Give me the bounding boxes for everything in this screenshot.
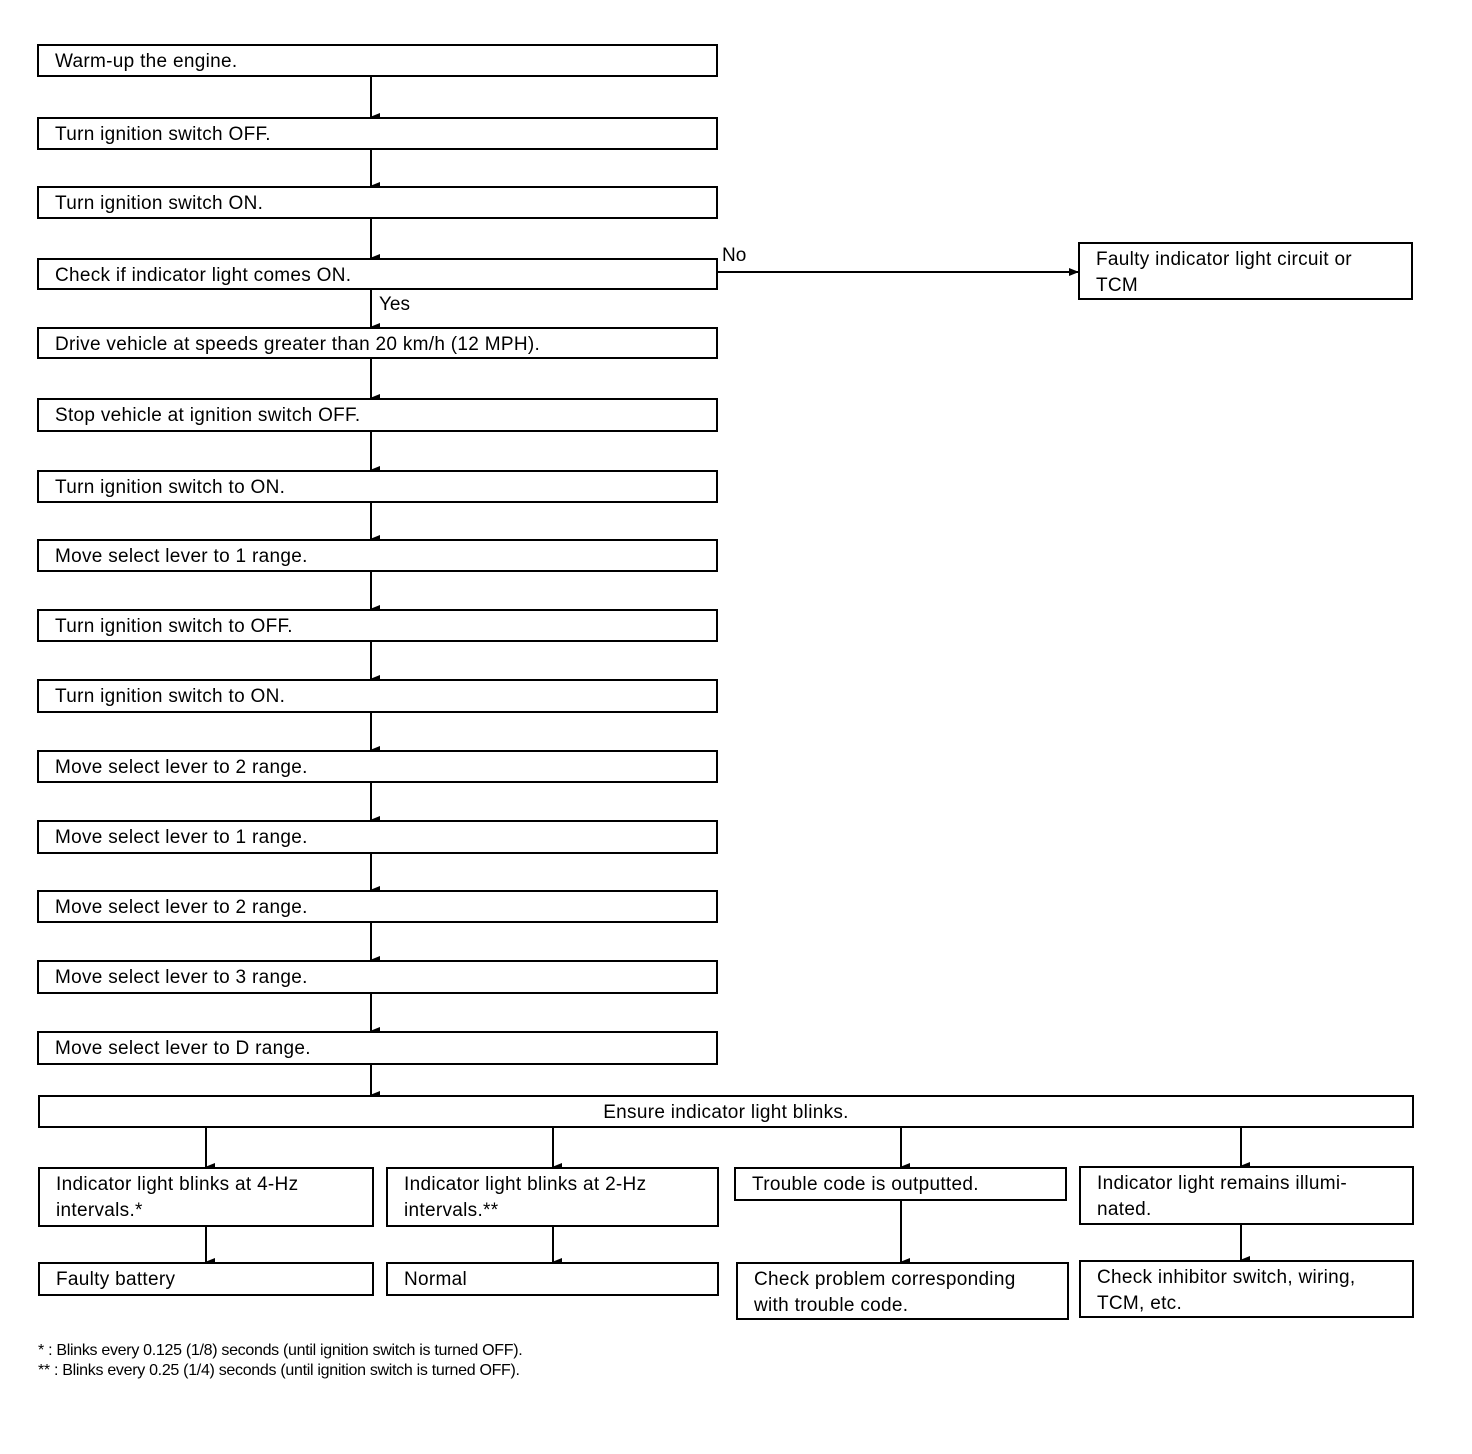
step-stop-vehicle: Stop vehicle at ignition switch OFF. <box>37 398 718 432</box>
step-warm-up-engine: Warm-up the engine. <box>37 44 718 77</box>
step-lever-2-range-2: Move select lever to 2 range. <box>37 890 718 923</box>
outcome-4hz-box: Indicator light blinks at 4-Hz intervals.* <box>38 1167 374 1227</box>
faulty-indicator-circuit-box: Faulty indicator light circuit or TCM <box>1078 242 1413 300</box>
step-ignition-to-off: Turn ignition switch to OFF. <box>37 609 718 642</box>
step-lever-1-range-2: Move select lever to 1 range. <box>37 820 718 854</box>
step-check-indicator-decision: Check if indicator light comes ON. <box>37 258 718 290</box>
step-lever-d-range: Move select lever to D range. <box>37 1031 718 1065</box>
outcome-2hz-box: Indicator light blinks at 2-Hz intervals.** <box>386 1167 719 1227</box>
footnote-1: * : Blinks every 0.125 (1/8) seconds (until ignition switch is turned OFF). <box>38 1342 523 1359</box>
no-label: No <box>722 245 747 266</box>
result-faulty-battery-box: Faulty battery <box>38 1262 374 1296</box>
outcome-trouble-code-box: Trouble code is outputted. <box>734 1167 1067 1201</box>
step-lever-1-range: Move select lever to 1 range. <box>37 539 718 572</box>
yes-label: Yes <box>379 294 410 315</box>
step-lever-2-range: Move select lever to 2 range. <box>37 750 718 783</box>
step-ignition-to-on: Turn ignition switch to ON. <box>37 470 718 503</box>
step-ignition-to-on-2: Turn ignition switch to ON. <box>37 679 718 713</box>
ensure-indicator-blinks-box: Ensure indicator light blinks. <box>38 1095 1414 1128</box>
result-check-problem-box: Check problem corresponding with trouble code. <box>736 1262 1069 1320</box>
step-lever-3-range: Move select lever to 3 range. <box>37 960 718 994</box>
step-ignition-on: Turn ignition switch ON. <box>37 186 718 219</box>
step-ignition-off: Turn ignition switch OFF. <box>37 117 718 150</box>
outcome-remains-illuminated-box: Indicator light remains illumi- nated. <box>1079 1166 1414 1225</box>
result-normal-box: Normal <box>386 1262 719 1296</box>
footnote-2: ** : Blinks every 0.25 (1/4) seconds (until ignition switch is turned OFF). <box>38 1362 520 1379</box>
step-drive-vehicle: Drive vehicle at speeds greater than 20 km/h (12 MPH). <box>37 327 718 359</box>
result-check-inhibitor-box: Check inhibitor switch, wiring, TCM, etc. <box>1079 1260 1414 1318</box>
